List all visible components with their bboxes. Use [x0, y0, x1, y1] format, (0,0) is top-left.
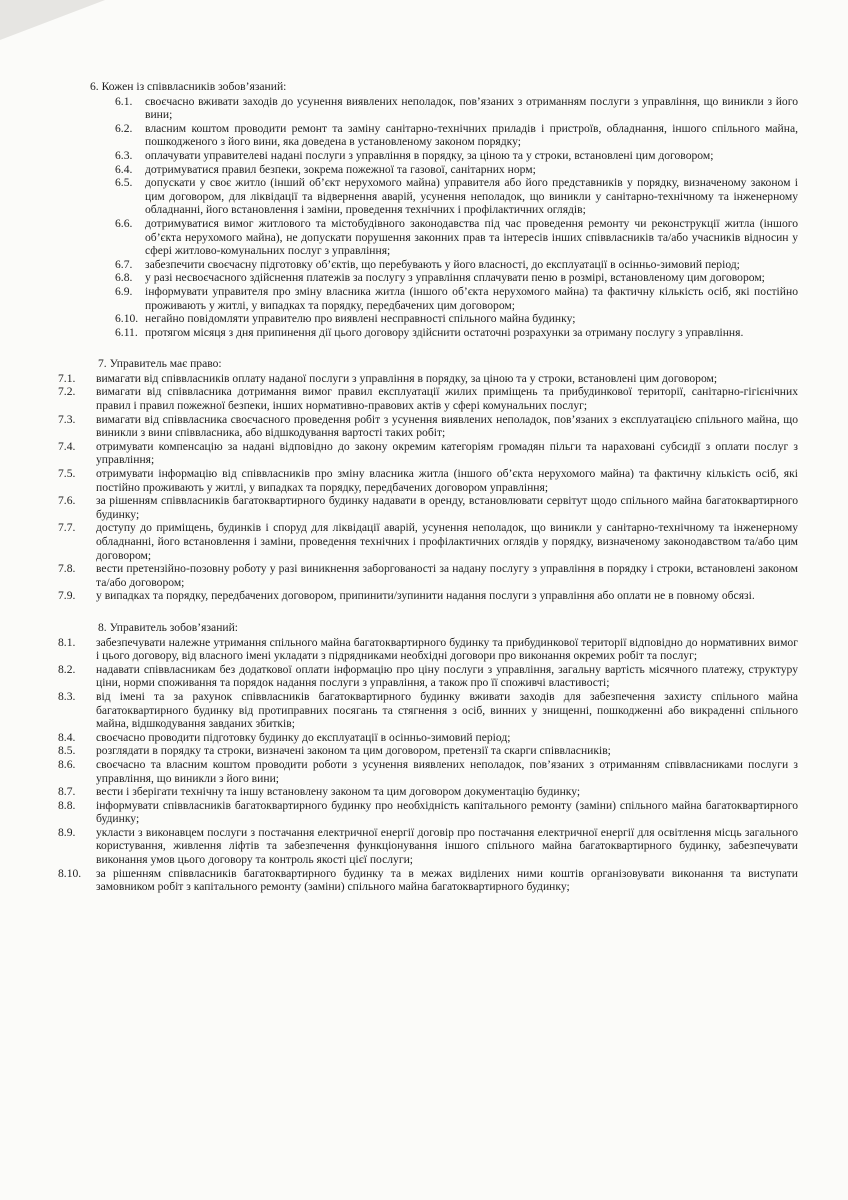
clause-number: 8.6.: [58, 757, 76, 771]
clause-text: протягом місяця з дня припинення дії цього договору здійснити остаточні розрахунки за отриману послугу з управління.: [145, 325, 744, 339]
clause-text: розглядати в порядку та строки, визначені законом та цим договором, претензії та скарги співвласників;: [96, 744, 611, 758]
clause-text: у разі несвоєчасного здійснення платежів за послугу з управління сплачувати пеню в розмірі, встановленому цим договором;: [145, 271, 765, 285]
clause-text: за рішенням співвласників багатоквартирного будинку та в межах виділених ними коштів організовувати виконання та виступати замовником робіт з капітального ремонту (заміни) спільного майна багатоквартирного будинку;: [96, 866, 798, 894]
clause-number: 8.7.: [58, 785, 76, 799]
section-6: [58, 80, 798, 339]
clause-list: [58, 636, 798, 894]
clause-item: [58, 122, 798, 149]
clause-number: 7.3.: [58, 412, 76, 426]
clause-item: [58, 467, 798, 494]
clause-item: [58, 372, 798, 386]
clause-item: [58, 867, 798, 894]
clause-text: вести претензійно-позовну роботу у разі виникнення заборгованості за надану послугу з управління в порядку і строки, встановлені законом та/або договором;: [96, 562, 798, 589]
clause-text: своєчасно та власним коштом проводити роботи з усунення виявлених неполадок, пов’язаних з отриманням співвласниками послуги з управління, що виникли з його вини;: [96, 757, 798, 785]
section-7: [58, 357, 798, 603]
clause-text: оплачувати управителеві надані послуги з управління в порядку, за ціною та у строки, встановлені цим договором;: [145, 148, 714, 162]
clause-number: 7.1.: [58, 371, 76, 385]
clause-number: 6.8.: [115, 271, 133, 285]
clause-item: [58, 285, 798, 312]
clause-text: за рішенням співвласників багатоквартирного будинку надавати в оренду, встановлювати сервітут щодо спільного майна багатоквартирного будинку;: [96, 494, 798, 521]
clause-item: [58, 799, 798, 826]
clause-item: [58, 663, 798, 690]
clause-text: вимагати від співвласника своєчасного проведення робіт з усунення виявлених неполадок, пов’язаних з експлуатацією спільного майна, що виникли з вини співвласника, або відшкодування вартості таких робіт;: [96, 412, 798, 440]
clause-text: допускати у своє житло (інший об’єкт нерухомого майна) управителя або його представників у порядку, визначеному законом і цим договором, для ліквідації та відвернення аварій, усунення неполадок, що виникли у санітарно-технічному та інженерному обладнанні, його встановлення і заміни, проведення технічних і профілактичних оглядів;: [145, 176, 798, 217]
clause-text: отримувати інформацію від співвласників про зміну власника житла (іншого об’єкта нерухомого майна) та фактичну кількість осіб, які постійно проживають у житлі, у випадках та порядку, передбачених договором управління;: [96, 467, 798, 494]
clause-number: 7.9.: [58, 589, 76, 603]
clause-item: [58, 440, 798, 467]
clause-number: 6.11.: [115, 325, 138, 339]
clause-text: вести і зберігати технічну та іншу встановлену законом та цим договором документацію будинку;: [96, 785, 581, 799]
clause-item: [58, 744, 798, 758]
clause-item: [58, 163, 798, 177]
clause-list: [58, 372, 798, 603]
clause-number: 7.7.: [58, 521, 76, 535]
clause-text: власним коштом проводити ремонт та заміну санітарно-технічних приладів і пристроїв, обладнання, іншого спільного майна, пошкодженого з його вини, яка доведена в установленому законом порядку;: [145, 121, 798, 149]
clause-text: укласти з виконавцем послуги з постачання електричної енергії договір про постачання електричної енергії для освітлення місць загального користування, живлення ліфтів та забезпечення функціонування іншого спільного майна багатоквартирного будинку, забезпечувати виконання умов цього договору та контроль якості цієї послуги;: [96, 825, 798, 867]
clause-text: вимагати від співвласника дотримання вимог правил експлуатації жилих приміщень та прибудинкової території, санітарно-гігієнічних правил і правил пожежної безпеки, інших нормативно-правових актів у сфері комунальних послуг;: [96, 385, 798, 413]
clause-item: [58, 826, 798, 867]
clause-item: [58, 562, 798, 589]
clause-item: [58, 217, 798, 258]
clause-number: 7.5.: [58, 467, 76, 481]
clause-number: 6.7.: [115, 257, 133, 271]
clause-text: інформувати співвласників багатоквартирного будинку про необхідність капітального ремонту (заміни) спільного майна багатоквартирного будинку;: [96, 798, 798, 826]
clause-number: 8.10.: [58, 866, 82, 880]
clause-text: своєчасно проводити підготовку будинку до експлуатації в осінньо-зимовий період;: [96, 730, 511, 744]
clause-number: 6.10.: [115, 312, 139, 326]
clause-number: 7.2.: [58, 385, 76, 399]
clause-number: 6.4.: [115, 162, 133, 176]
clause-item: [58, 312, 798, 326]
clause-item: [58, 271, 798, 285]
clause-text: забезпечувати належне утримання спільного майна багатоквартирного будинку та прибудинкової території відповідно до нормативних вимог і цього договору, від власного імені укладати з підрядниками необхідні договори про виконання окремих робіт та послуг;: [96, 635, 798, 663]
clause-number: 6.6.: [115, 216, 133, 230]
clause-number: 6.5.: [115, 176, 133, 190]
clause-item: [58, 589, 798, 603]
clause-number: 7.8.: [58, 562, 76, 576]
clause-number: 8.2.: [58, 662, 76, 676]
section-heading: 7. Управитель має право:: [98, 357, 222, 371]
clause-number: 8.8.: [58, 798, 76, 812]
section-heading: 6. Кожен із співвласників зобов’язаний:: [90, 80, 287, 93]
clause-number: 8.5.: [58, 744, 76, 758]
clause-number: 6.2.: [115, 121, 133, 135]
clause-item: [58, 258, 798, 272]
section-8: [58, 621, 798, 894]
clause-item: [58, 385, 798, 412]
clause-text: доступу до приміщень, будинків і споруд для ліквідації аварій, усунення неполадок, що виникли у санітарно-технічному та інженерному обладнанні, його встановлення і заміни, проведення технічних і профілактичних оглядів у порядку, визначеному законодавством та/або цим договором;: [96, 521, 798, 562]
clause-number: 8.1.: [58, 635, 76, 649]
clause-text: своєчасно вживати заходів до усунення виявлених неполадок, пов’язаних з отриманням послуги з управління, що виникли з його вини;: [145, 94, 798, 122]
clause-item: [58, 758, 798, 785]
clause-item: [58, 326, 798, 340]
clause-text: від імені та за рахунок співвласників багатоквартирного будинку вживати заходів для забезпечення захисту спільного майна багатоквартирного будинку від протиправних посягань та стягнення з осіб, винних у знищенні, пошкодженні або викраденні спільного майна, відшкодування завданих збитків;: [96, 689, 798, 731]
clause-text: дотримуватися правил безпеки, зокрема пожежної та газової, санітарних норм;: [145, 162, 536, 176]
clause-item: [58, 636, 798, 663]
clause-number: 6.3.: [115, 148, 133, 162]
clause-number: 6.9.: [115, 284, 133, 298]
clause-item: [58, 149, 798, 163]
clause-number: 8.3.: [58, 689, 76, 703]
clause-item: [58, 521, 798, 562]
clause-number: 7.4.: [58, 439, 76, 453]
clause-text: надавати співвласникам без додаткової оплати інформацію про ціну послуги з управління, загальну вартість місячного платежу, структуру ціни, норми споживання та порядок надання послуги з управління, а також про її споживчі властивості;: [96, 662, 798, 690]
clause-text: негайно повідомляти управителю про виявлені несправності спільного майна будинку;: [145, 312, 576, 326]
clause-number: 8.4.: [58, 730, 76, 744]
clause-text: у випадках та порядку, передбачених договором, припинити/зупинити надання послуги з управління або оплати не в повному обсязі.: [96, 589, 755, 603]
clause-text: дотримуватися вимог житлового та містобудівного законодавства під час проведення ремонту чи реконструкції житла (іншого об’єкта нерухомого майна), не допускати порушення законних прав та інтересів інших співвласників та/або учасників відносин у сфері житлово-комунальних послуг з управління;: [145, 216, 798, 258]
clause-number: 6.1.: [115, 94, 133, 108]
clause-number: 7.6.: [58, 494, 76, 508]
page-fold: [0, 0, 105, 40]
clause-item: [58, 785, 798, 799]
clause-item: [58, 95, 798, 122]
clause-text: інформувати управителя про зміну власника житла (іншого об’єкта нерухомого майна) та фактичну кількість осіб, які постійно проживають у житлі, у випадках та порядку, передбачених цим договором;: [145, 284, 798, 312]
section-heading: 8. Управитель зобов’язаний:: [98, 620, 239, 634]
clause-item: [58, 494, 798, 521]
clause-text: отримувати компенсацію за надані відповідно до закону окремим категоріям громадян пільги та нараховані субсидії з оплати послуг з управління;: [96, 439, 798, 467]
document-body: [58, 80, 798, 912]
clause-item: [58, 176, 798, 217]
clause-list: [58, 95, 798, 340]
clause-item: [58, 690, 798, 731]
clause-item: [58, 731, 798, 745]
clause-text: вимагати від співвласників оплату наданої послуги з управління в порядку, за ціною та у строки, встановлені цим договором;: [96, 371, 718, 385]
clause-text: забезпечити своєчасну підготовку об’єктів, що перебувають у його власності, до експлуатації в осінньо-зимовий період;: [145, 257, 740, 271]
clause-item: [58, 413, 798, 440]
clause-number: 8.9.: [58, 825, 76, 839]
